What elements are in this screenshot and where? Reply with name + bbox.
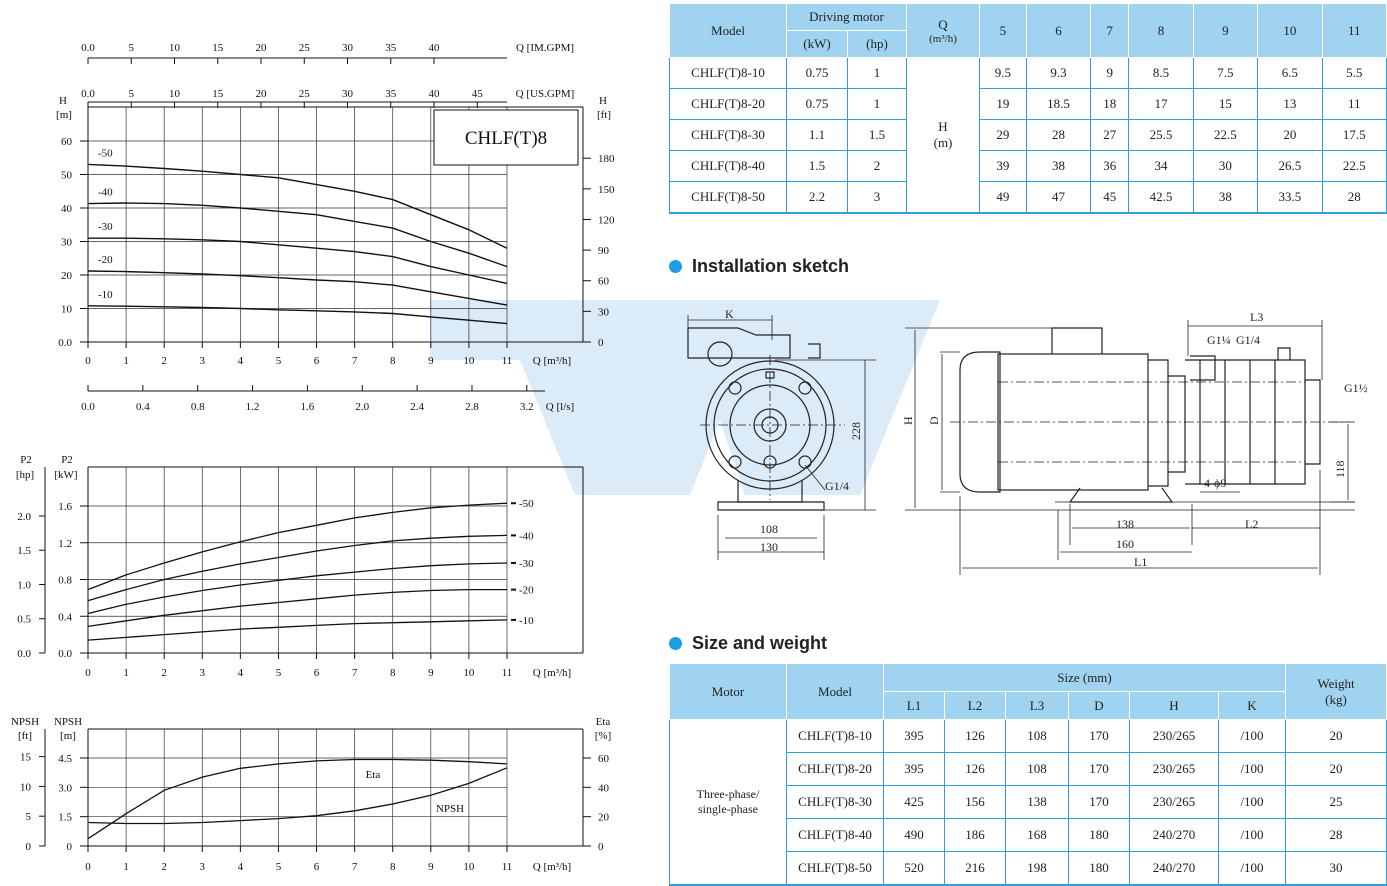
cell-size: 126	[945, 753, 1006, 786]
size-weight-heading: Size and weight	[669, 633, 827, 654]
far-left-tick-label: 5	[25, 811, 31, 824]
cell-head: 29	[980, 120, 1027, 151]
cell-head: 45	[1091, 182, 1129, 214]
im-gpm-tick-label: 0.0	[81, 42, 95, 54]
im-gpm-tick-label: 40	[428, 42, 440, 54]
y-right-tick-label: 60	[598, 275, 609, 288]
x-tick-label: 7	[351, 355, 358, 367]
col-flow: 7	[1091, 4, 1129, 58]
us-gpm-tick-label: 15	[212, 88, 224, 100]
series-line	[88, 164, 507, 248]
cell-head: 9	[1091, 58, 1129, 89]
cell-head: 5.5	[1322, 58, 1386, 89]
table-row	[670, 120, 1387, 151]
x-tick-label: 0	[85, 667, 91, 679]
y-right-tick-label: 0	[598, 337, 604, 349]
table-row	[670, 182, 1387, 214]
x-tick-label: 9	[428, 667, 434, 679]
ls-tick-label: 1.6	[300, 401, 315, 413]
cell-weight: 20	[1286, 720, 1387, 753]
col-flow: 10	[1258, 4, 1322, 58]
cell-weight: 25	[1286, 786, 1387, 819]
cell-size: 395	[884, 720, 945, 753]
dim-l2: L2	[1245, 517, 1259, 531]
x-tick-label: 4	[237, 355, 244, 367]
series-label: -50	[519, 498, 534, 511]
series-line	[88, 271, 507, 305]
cell-size: /100	[1219, 819, 1286, 852]
cell-size: 126	[945, 720, 1006, 753]
series-label: -40	[519, 530, 534, 543]
im-gpm-tick-label: 5	[128, 42, 135, 54]
im-gpm-tick-label: 35	[385, 42, 397, 54]
us-gpm-tick-label: 5	[128, 88, 135, 100]
y-right-tick-label: 180	[598, 153, 615, 166]
col-l3: L3	[1006, 692, 1069, 720]
cell-size: 520	[884, 852, 945, 886]
cell-head: 18.5	[1026, 89, 1090, 120]
cell-size: 108	[1006, 720, 1069, 753]
cell-size: 138	[1006, 786, 1069, 819]
cell-size: /100	[1219, 753, 1286, 786]
cell-head: 26.5	[1258, 151, 1322, 182]
cell-model: CHLF(T)8-10	[670, 58, 787, 89]
ls-axis-label: Q [l/s]	[545, 401, 575, 413]
ls-tick-label: 0.8	[190, 401, 205, 413]
x-tick-label: 7	[351, 861, 358, 873]
cell-motor: Three-phase/ single-phase	[670, 720, 787, 886]
series-label: -50	[98, 147, 113, 160]
x-tick-label: 3	[199, 667, 206, 679]
cell-size: 240/270	[1130, 819, 1219, 852]
col-motor: Motor	[670, 664, 787, 720]
cell-head: 20	[1258, 120, 1322, 151]
cell-kw: 2.2	[787, 182, 848, 214]
cell-model: CHLF(T)8-30	[787, 786, 884, 819]
y-right-axis-label: Eta	[595, 716, 611, 728]
far-left-tick-label: 2.0	[17, 510, 31, 523]
y-tick-label: 1.6	[58, 501, 72, 513]
dim-h: H	[901, 416, 915, 425]
cell-hp: 3	[848, 182, 907, 214]
performance-table	[669, 3, 1387, 214]
cell-head: 8.5	[1129, 58, 1193, 89]
y-axis-unit: [kW]	[54, 469, 78, 481]
far-left-tick-label: 0.5	[17, 613, 31, 626]
pump-end-view	[688, 328, 834, 510]
cell-head: 6.5	[1258, 58, 1322, 89]
y-tick-label: 1.5	[58, 811, 72, 824]
cell-size: 230/265	[1130, 720, 1219, 753]
cell-size: 168	[1006, 819, 1069, 852]
y-tick-label: 10	[61, 303, 72, 316]
us-gpm-tick-label: 40	[428, 88, 440, 100]
cell-hp: 2	[848, 151, 907, 182]
x-tick-label: 1	[123, 861, 129, 873]
end-view-dimensions	[688, 315, 876, 560]
x-tick-label: 10	[463, 355, 475, 367]
dim-108: 108	[760, 522, 778, 536]
y-tick-label: 20	[61, 270, 72, 282]
col-model: Model	[670, 4, 787, 58]
cell-head: 18	[1091, 89, 1129, 120]
dim-228: 228	[849, 422, 863, 440]
cell-size: /100	[1219, 852, 1286, 886]
x-tick-label: 11	[501, 667, 513, 679]
x-axis-label: Q [m³/h]	[532, 861, 572, 873]
ls-tick-label: 0.4	[135, 401, 150, 413]
cell-size: /100	[1219, 786, 1286, 819]
y-tick-label: 4.5	[58, 753, 72, 765]
cell-size: 180	[1069, 852, 1130, 886]
x-tick-label: 0	[85, 861, 91, 873]
im-gpm-axis-label: Q [IM.GPM]	[515, 42, 575, 54]
cell-head: 19	[980, 89, 1027, 120]
col-h: H	[1130, 692, 1219, 720]
y-right-tick-label: 20	[598, 811, 609, 824]
y-axis-label: H	[59, 95, 67, 107]
cell-hp: 1	[848, 58, 907, 89]
table-row	[670, 58, 1387, 89]
y-axis-unit: [m]	[56, 109, 72, 121]
dim-130: 130	[760, 540, 778, 554]
x-tick-label: 8	[389, 861, 396, 873]
series-label: -30	[98, 221, 113, 234]
cell-head: 15	[1193, 89, 1257, 120]
ls-tick-label: 2.8	[465, 401, 479, 413]
far-left-tick-label: 1.0	[17, 579, 31, 592]
cell-head: 9.3	[1026, 58, 1090, 89]
y-right-tick-label: 60	[598, 753, 609, 765]
far-left-axis-label: P2	[20, 454, 32, 466]
x-tick-label: 8	[389, 355, 396, 367]
cell-head: 17	[1129, 89, 1193, 120]
y-tick-label: 0.0	[58, 648, 72, 660]
col-size: Size (mm)	[884, 664, 1286, 692]
cell-head: 17.5	[1322, 120, 1386, 151]
cell-kw: 0.75	[787, 89, 848, 120]
x-tick-label: 5	[275, 667, 282, 679]
cell-hp: 1.5	[848, 120, 907, 151]
cell-model: CHLF(T)8-20	[787, 753, 884, 786]
im-gpm-tick-label: 15	[212, 42, 224, 54]
us-gpm-tick-label: 30	[342, 88, 354, 100]
x-tick-label: 10	[463, 667, 475, 679]
cell-size: 170	[1069, 753, 1130, 786]
x-tick-label: 3	[199, 355, 206, 367]
x-tick-label: 2	[161, 861, 167, 873]
label-g14-bottom: G1/4	[825, 479, 849, 493]
col-q: Q (m³/h)	[907, 4, 980, 58]
series-label: -20	[98, 253, 113, 266]
im-gpm-tick-label: 30	[342, 42, 354, 54]
cell-size: 156	[945, 786, 1006, 819]
cell-head: 33.5	[1258, 182, 1322, 214]
cell-head: 30	[1193, 151, 1257, 182]
cell-h-unit: H (m)	[907, 58, 980, 214]
us-gpm-axis-label: Q [US.GPM]	[515, 88, 575, 100]
x-tick-label: 7	[351, 667, 358, 679]
col-flow: 6	[1026, 4, 1090, 58]
series-label: -10	[98, 288, 113, 301]
cell-model: CHLF(T)8-30	[670, 120, 787, 151]
cell-head: 42.5	[1129, 182, 1193, 214]
cell-weight: 28	[1286, 819, 1387, 852]
size-weight-table	[669, 663, 1387, 886]
cell-head: 25.5	[1129, 120, 1193, 151]
far-left-tick-label: 0.0	[17, 648, 31, 660]
im-gpm-tick-label: 10	[169, 42, 181, 54]
ls-tick-label: 2.0	[355, 401, 370, 413]
x-tick-label: 11	[501, 355, 513, 367]
x-tick-label: 6	[313, 861, 320, 873]
series-label: -30	[519, 557, 534, 570]
y-right-tick-label: 0	[598, 841, 604, 853]
cell-size: 170	[1069, 786, 1130, 819]
us-gpm-tick-label: 35	[385, 88, 397, 100]
col-hp: (hp)	[848, 31, 907, 58]
x-axis-label: Q [m³/h]	[532, 667, 572, 679]
cell-size: 230/265	[1130, 786, 1219, 819]
y-tick-label: 50	[61, 169, 72, 182]
im-gpm-tick-label: 20	[255, 42, 267, 54]
cell-head: 47	[1026, 182, 1090, 214]
us-gpm-tick-label: 45	[471, 88, 483, 100]
x-tick-label: 6	[313, 667, 320, 679]
us-gpm-tick-label: 10	[169, 88, 181, 100]
dim-k: K	[725, 307, 734, 321]
cell-head: 39	[980, 151, 1027, 182]
col-flow: 11	[1322, 4, 1386, 58]
cell-kw: 1.5	[787, 151, 848, 182]
table-row	[670, 89, 1387, 120]
col-driving-motor: Driving motor	[787, 4, 907, 31]
ls-tick-label: 1.2	[245, 401, 260, 413]
installation-sketch	[680, 300, 1380, 590]
col-d: D	[1069, 692, 1130, 720]
installation-sketch-heading: Installation sketch	[669, 256, 849, 277]
y-tick-label: 0	[66, 841, 72, 853]
x-tick-label: 3	[199, 861, 206, 873]
cell-size: 198	[1006, 852, 1069, 886]
series-line	[88, 503, 507, 589]
cell-size: 240/270	[1130, 852, 1219, 886]
dim-l3: L3	[1250, 310, 1264, 324]
series-line	[88, 563, 507, 614]
cell-head: 28	[1026, 120, 1090, 151]
cell-head: 9.5	[980, 58, 1027, 89]
series-label: Eta	[365, 769, 381, 781]
y-tick-label: 0.4	[58, 611, 72, 624]
cell-head: 13	[1258, 89, 1322, 120]
cell-size: 186	[945, 819, 1006, 852]
pump-side-view	[960, 328, 1320, 502]
series-line	[88, 768, 507, 824]
x-axis-label: Q [m³/h]	[532, 355, 572, 367]
x-tick-label: 5	[275, 861, 282, 873]
cell-head: 38	[1026, 151, 1090, 182]
us-gpm-tick-label: 20	[255, 88, 267, 100]
series-label: NPSH	[435, 803, 465, 815]
x-tick-label: 8	[389, 667, 396, 679]
us-gpm-tick-label: 0.0	[81, 88, 95, 100]
dim-138: 138	[1116, 517, 1134, 531]
x-tick-label: 11	[501, 861, 513, 873]
ls-tick-label: 2.4	[410, 401, 424, 413]
dim-118: 118	[1333, 460, 1347, 478]
cell-head: 38	[1193, 182, 1257, 214]
y-tick-label: 0.8	[58, 574, 72, 587]
cell-head: 22.5	[1193, 120, 1257, 151]
col-model: Model	[787, 664, 884, 720]
cell-head: 36	[1091, 151, 1129, 182]
cell-head: 11	[1322, 89, 1386, 120]
cell-model: CHLF(T)8-20	[670, 89, 787, 120]
x-tick-label: 2	[161, 667, 167, 679]
y-right-tick-label: 90	[598, 245, 609, 258]
series-label: -20	[519, 584, 534, 597]
cell-model: CHLF(T)8-40	[787, 819, 884, 852]
x-tick-label: 9	[428, 355, 434, 367]
far-left-tick-label: 10	[20, 781, 31, 794]
cell-size: 395	[884, 753, 945, 786]
far-left-tick-label: 0	[25, 841, 31, 853]
cell-model: CHLF(T)8-50	[670, 182, 787, 214]
table-row	[670, 720, 1387, 753]
cell-weight: 20	[1286, 753, 1387, 786]
cell-weight: 30	[1286, 852, 1387, 886]
far-left-tick-label: 15	[20, 751, 31, 764]
dim-160: 160	[1116, 537, 1134, 551]
y-axis-label: P2	[61, 454, 73, 466]
us-gpm-tick-label: 25	[298, 88, 310, 100]
x-tick-label: 4	[237, 861, 244, 873]
col-flow: 8	[1129, 4, 1193, 58]
y-tick-label: 30	[61, 236, 72, 249]
series-line	[88, 620, 507, 640]
bullet-icon	[669, 260, 682, 273]
cell-size: 170	[1069, 720, 1130, 753]
y-right-tick-label: 40	[598, 782, 609, 795]
y-tick-label: 1.2	[58, 537, 72, 550]
y-right-tick-label: 30	[598, 306, 609, 319]
cell-model: CHLF(T)8-10	[787, 720, 884, 753]
y-right-tick-label: 150	[598, 183, 615, 196]
dim-l1: L1	[1134, 555, 1148, 569]
cell-kw: 0.75	[787, 58, 848, 89]
cell-size: 230/265	[1130, 753, 1219, 786]
cell-size: 490	[884, 819, 945, 852]
cell-size: 216	[945, 852, 1006, 886]
y-axis-label: NPSH	[53, 716, 83, 728]
cell-head: 27	[1091, 120, 1129, 151]
far-left-tick-label: 1.5	[17, 545, 31, 558]
y-right-axis-unit: [ft]	[596, 109, 612, 121]
chart-title: CHLF(T)8	[464, 128, 548, 149]
ls-tick-label: 3.2	[519, 401, 534, 413]
series-line	[88, 203, 507, 267]
col-k: K	[1219, 692, 1286, 720]
x-tick-label: 6	[313, 355, 320, 367]
cell-size: 180	[1069, 819, 1130, 852]
cell-size: 108	[1006, 753, 1069, 786]
y-right-axis-unit: [%]	[594, 730, 612, 742]
cell-size: 425	[884, 786, 945, 819]
cell-size: /100	[1219, 720, 1286, 753]
col-flow: 9	[1193, 4, 1257, 58]
cell-head: 49	[980, 182, 1027, 214]
x-tick-label: 4	[237, 667, 244, 679]
cell-model: CHLF(T)8-50	[787, 852, 884, 886]
cell-model: CHLF(T)8-40	[670, 151, 787, 182]
series-label: -10	[519, 614, 534, 627]
y-axis-unit: [m]	[60, 730, 76, 742]
table-row	[670, 151, 1387, 182]
col-kw: (kW)	[787, 31, 848, 58]
cell-hp: 1	[848, 89, 907, 120]
col-weight: Weight (kg)	[1286, 664, 1387, 720]
cell-kw: 1.1	[787, 120, 848, 151]
col-l2: L2	[945, 692, 1006, 720]
col-l1: L1	[884, 692, 945, 720]
y-tick-label: 60	[61, 136, 72, 148]
cell-head: 22.5	[1322, 151, 1386, 182]
y-right-tick-label: 120	[598, 214, 615, 227]
x-tick-label: 2	[161, 355, 167, 367]
col-flow: 5	[980, 4, 1027, 58]
cell-head: 7.5	[1193, 58, 1257, 89]
bullet-icon	[669, 637, 682, 650]
x-tick-label: 9	[428, 861, 434, 873]
x-tick-label: 10	[463, 861, 475, 873]
cell-head: 34	[1129, 151, 1193, 182]
dim-holes: 4-ϕ9	[1204, 476, 1227, 490]
y-tick-label: 0.0	[58, 337, 72, 349]
im-gpm-tick-label: 25	[298, 42, 310, 54]
dim-d: D	[927, 416, 941, 425]
x-tick-label: 0	[85, 355, 91, 367]
series-label: -40	[98, 186, 113, 199]
x-tick-label: 1	[123, 667, 129, 679]
y-tick-label: 3.0	[58, 782, 72, 795]
label-g112: G1½	[1344, 381, 1368, 395]
cell-head: 28	[1322, 182, 1386, 214]
performance-charts	[0, 0, 660, 881]
far-left-axis-unit: [hp]	[15, 469, 35, 481]
x-tick-label: 5	[275, 355, 282, 367]
x-tick-label: 1	[123, 355, 129, 367]
ls-tick-label: 0.0	[81, 401, 95, 413]
far-left-axis-unit: [ft]	[17, 730, 33, 742]
label-g14-top: G1/4	[1236, 333, 1260, 347]
y-tick-label: 40	[61, 203, 72, 215]
series-line	[88, 760, 507, 839]
y-right-axis-label: H	[599, 95, 607, 107]
label-g114: G1¼	[1207, 333, 1231, 347]
far-left-axis-label: NPSH	[10, 716, 40, 728]
